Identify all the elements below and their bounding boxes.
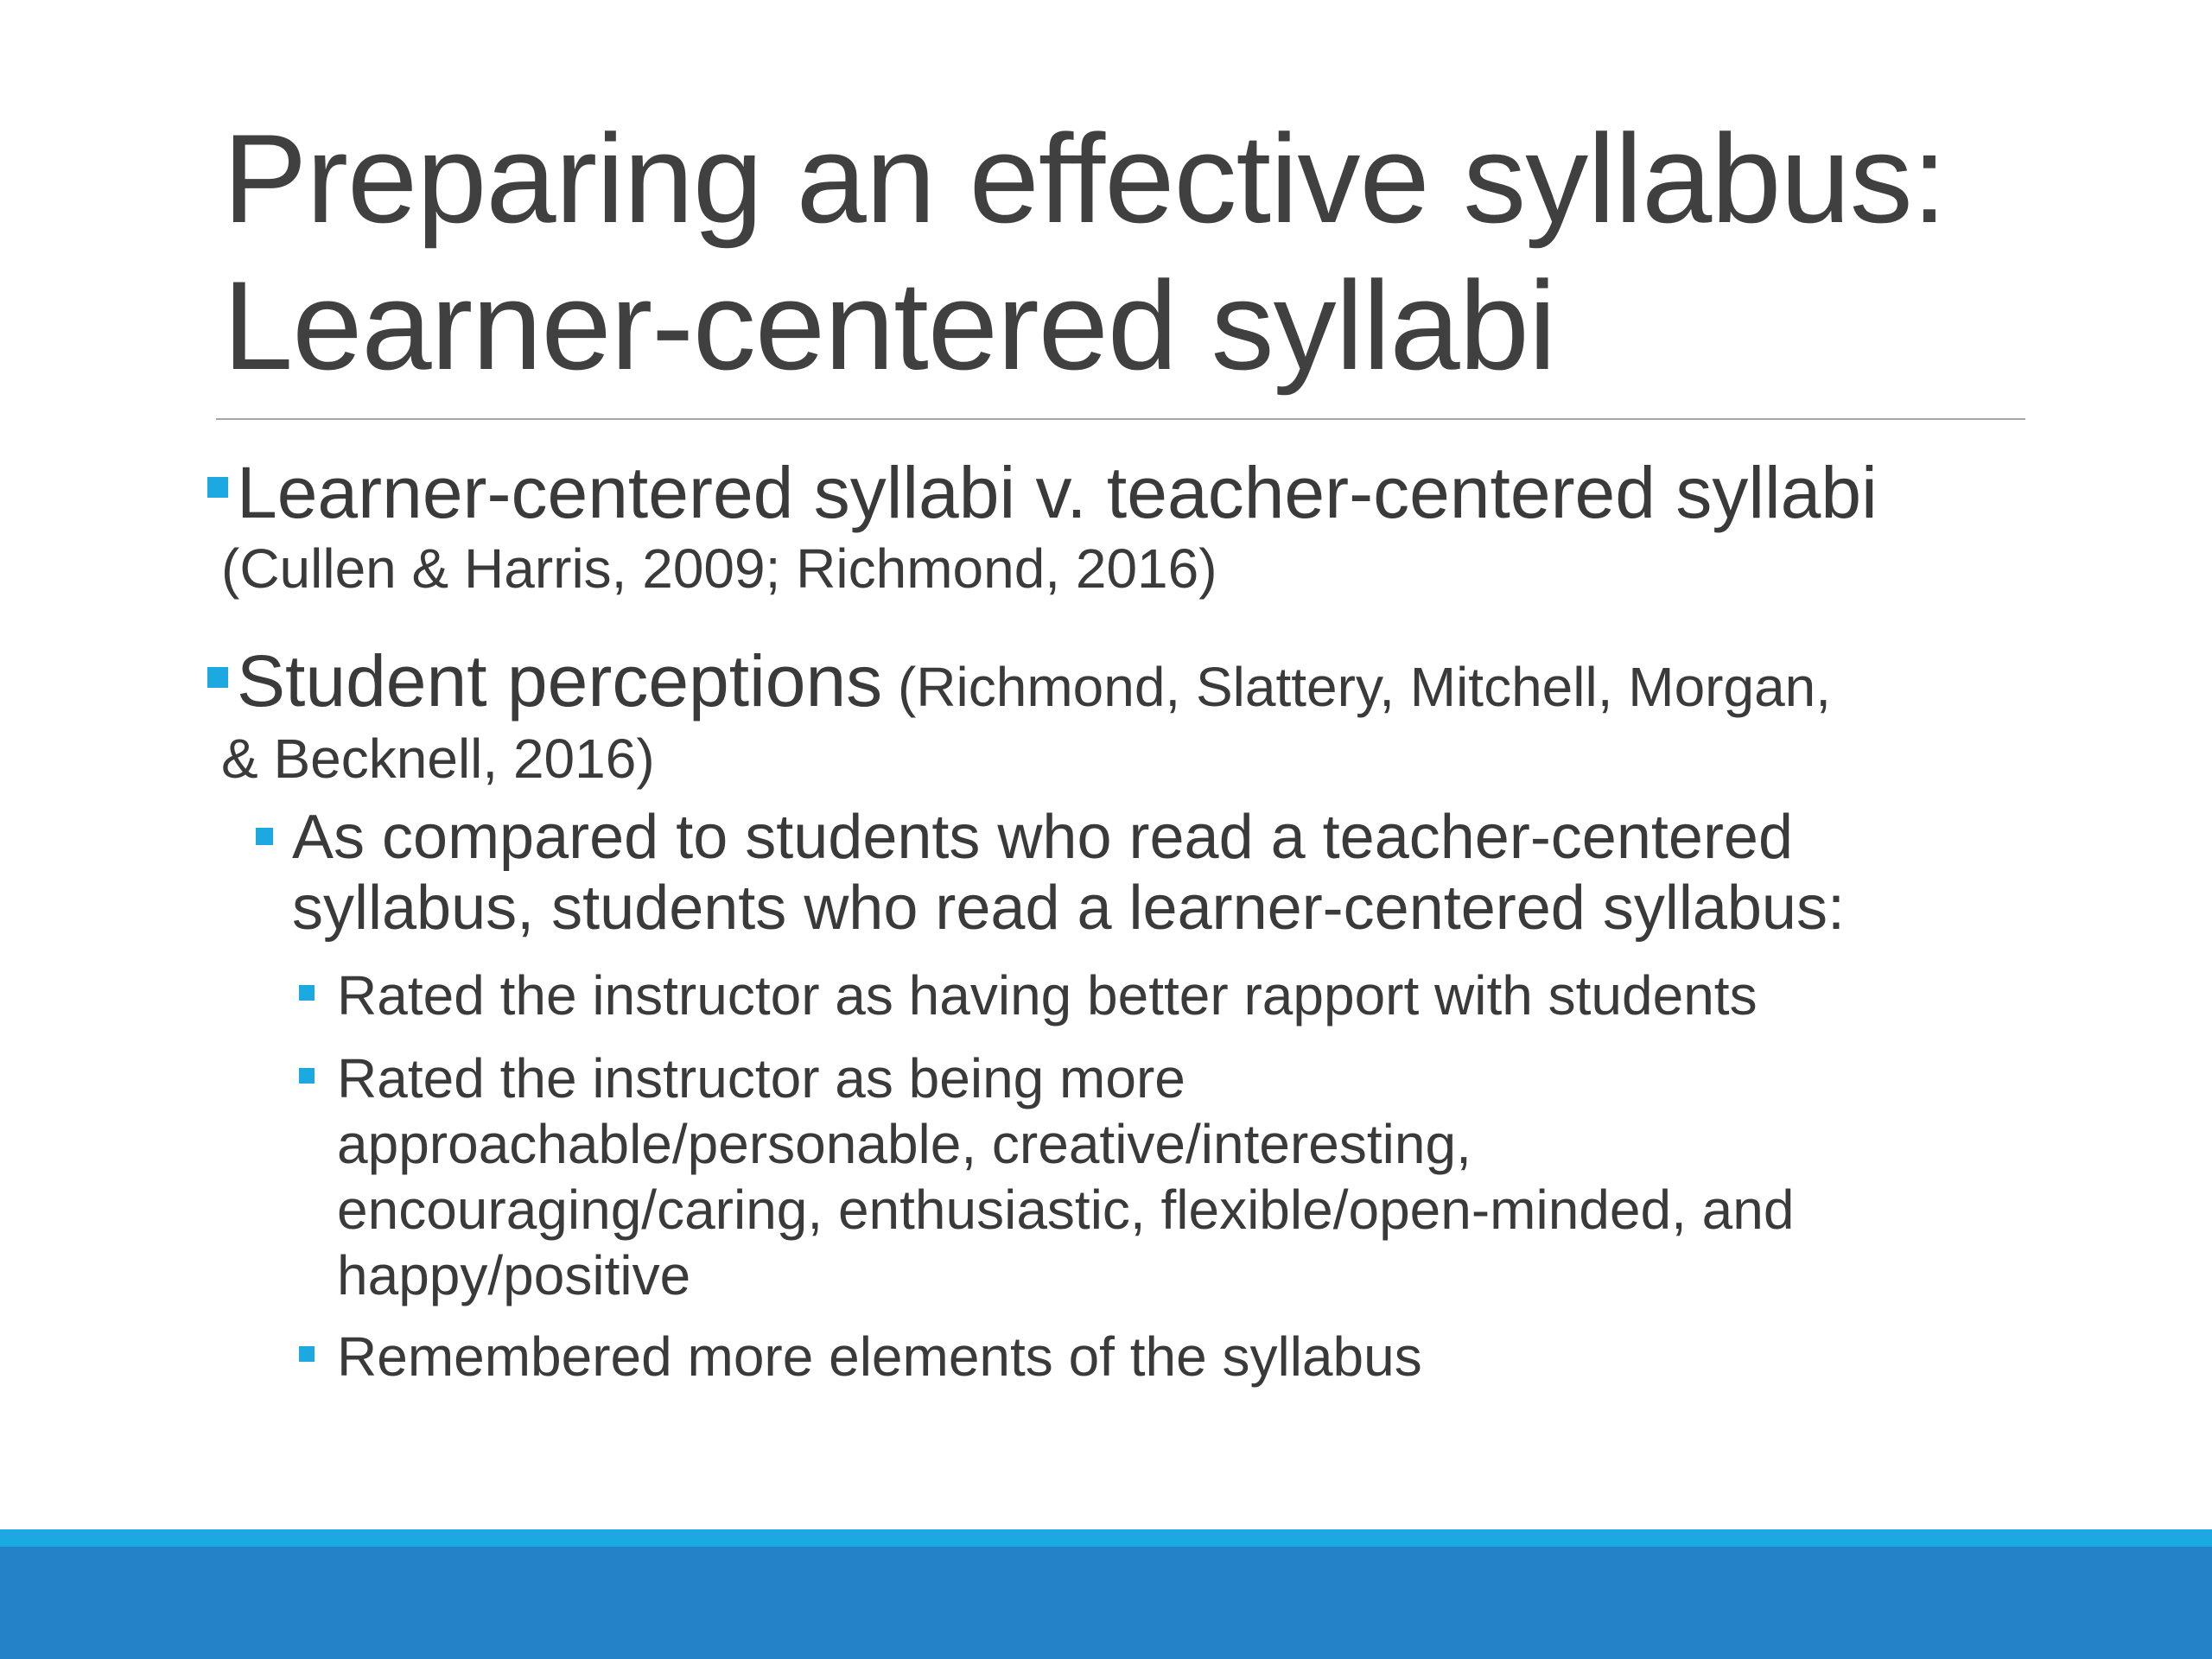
footer-band — [0, 1547, 2212, 1659]
bullet-2-citation-cont: & Becknell, 2016) — [221, 728, 655, 790]
sub-sub-bullet-square-icon — [299, 1068, 315, 1084]
footer-accent-stripe — [0, 1529, 2212, 1547]
finding-3-line-1: Remembered more elements of the syllabus — [337, 1325, 1422, 1388]
finding-2-line-2: approachable/personable, creative/interesting, — [337, 1113, 1471, 1175]
bullet-2-citation: (Richmond, Slattery, Mitchell, Morgan, — [882, 656, 1832, 718]
title-line-2: Learner-centered syllabi — [223, 255, 1556, 396]
bullet-1-citation: (Cullen & Harris, 2009; Richmond, 2016) — [221, 537, 1217, 600]
finding-2-line-1: Rated the instructor as being more — [337, 1047, 1185, 1109]
sub-bullet-line-2: syllabus, students who read a learner-centered syllabus: — [292, 874, 1845, 943]
bullet-square-icon — [207, 477, 228, 498]
bullet-square-icon — [207, 667, 228, 688]
title-line-1: Preparing an effective syllabus: — [223, 108, 1947, 249]
sub-sub-bullet-square-icon — [299, 1346, 315, 1362]
sub-sub-bullet-square-icon — [299, 985, 315, 1001]
bullet-1-text: Learner-centered syllabi v. teacher-centered syllabi — [237, 452, 1878, 533]
sub-bullet-line-1: As compared to students who read a teacher-centered — [292, 803, 1793, 872]
bullet-2-line — [237, 638, 1831, 724]
bullet-2-text: Student perceptions — [237, 640, 883, 721]
finding-2-line-3: encouraging/caring, enthusiastic, flexible/open-minded, and — [337, 1179, 1795, 1241]
finding-2-line-4: happy/positive — [337, 1244, 691, 1306]
sub-bullet-square-icon — [256, 828, 273, 845]
finding-1-line-1: Rated the instructor as having better rapport with students — [337, 964, 1758, 1027]
